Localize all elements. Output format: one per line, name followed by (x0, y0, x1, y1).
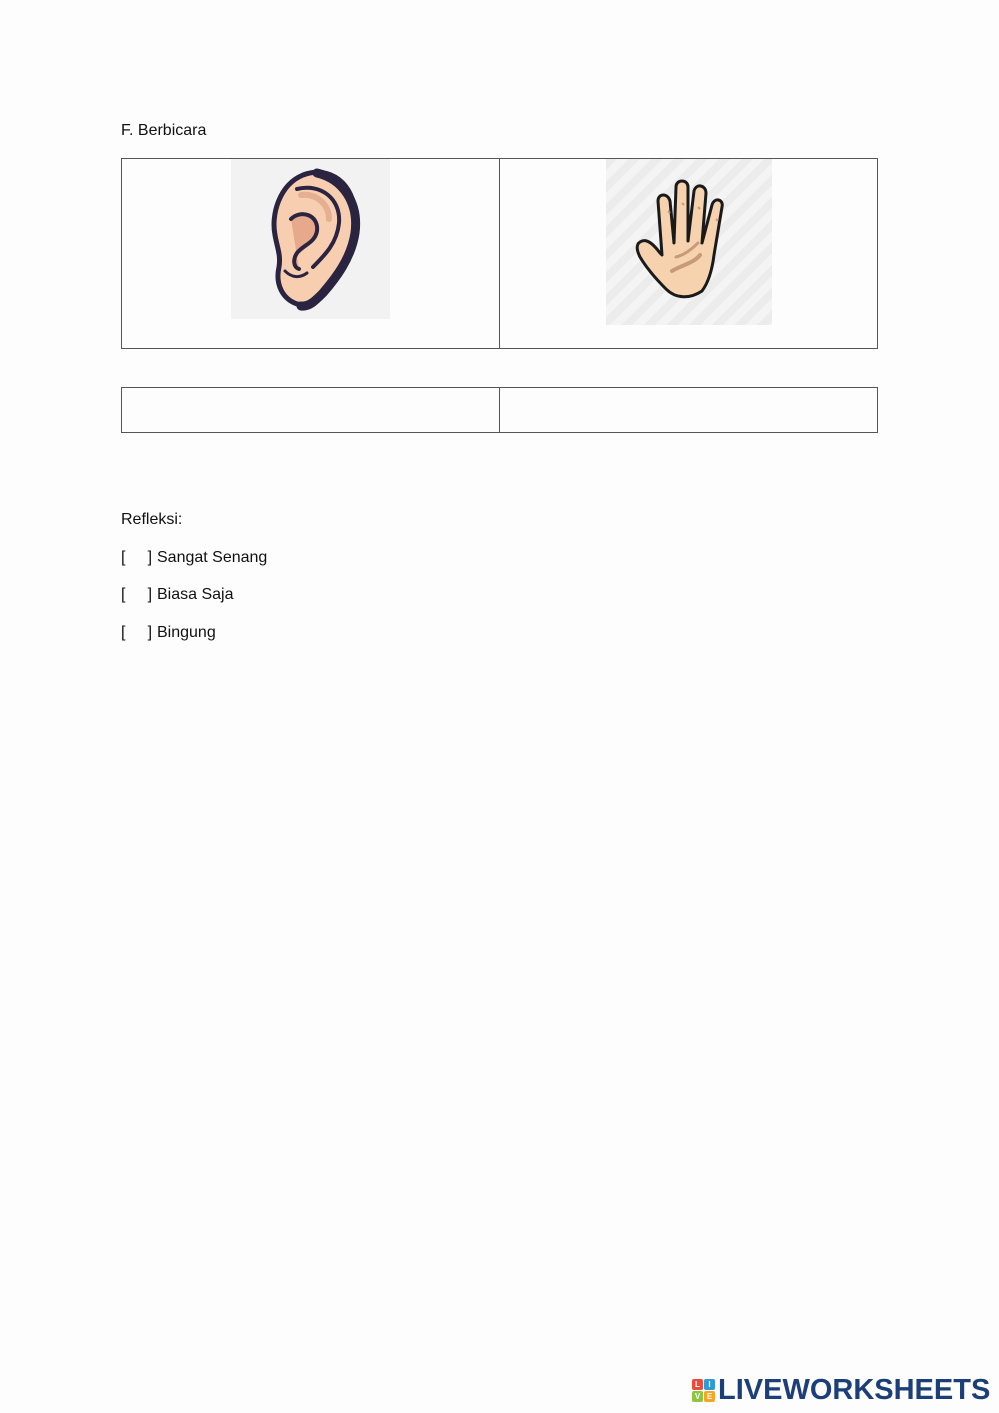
image-cell-ear (122, 159, 500, 349)
answer-box-1[interactable] (122, 388, 500, 433)
logo-letter: E (704, 1391, 715, 1402)
option-label: Bingung (157, 624, 216, 641)
section-title: F. Berbicara (121, 122, 207, 139)
logo-letter: V (692, 1391, 703, 1402)
reflection-title: Refleksi: (121, 511, 183, 528)
image-cell-hand (500, 159, 878, 349)
reflection-option-3 (121, 624, 216, 642)
liveworksheets-logo (692, 1374, 990, 1407)
image-table (121, 158, 878, 349)
logo-letter: I (704, 1379, 715, 1390)
logo-icon (692, 1379, 715, 1402)
hand-icon (606, 159, 772, 325)
checkbox-bracket[interactable]: [ ] (121, 624, 153, 641)
checkbox-bracket[interactable]: [ ] (121, 549, 153, 566)
ear-image (231, 159, 390, 319)
logo-text: LIVEWORKSHEETS (718, 1374, 991, 1406)
logo-letter: L (692, 1379, 703, 1390)
option-label: Biasa Saja (157, 586, 234, 603)
checkbox-bracket[interactable]: [ ] (121, 586, 153, 603)
ear-icon (231, 159, 390, 319)
option-label: Sangat Senang (157, 549, 268, 566)
hand-image (606, 159, 772, 325)
reflection-option-1 (121, 549, 267, 567)
reflection-option-2 (121, 586, 234, 604)
answer-table (121, 387, 878, 433)
answer-box-2[interactable] (500, 388, 878, 433)
